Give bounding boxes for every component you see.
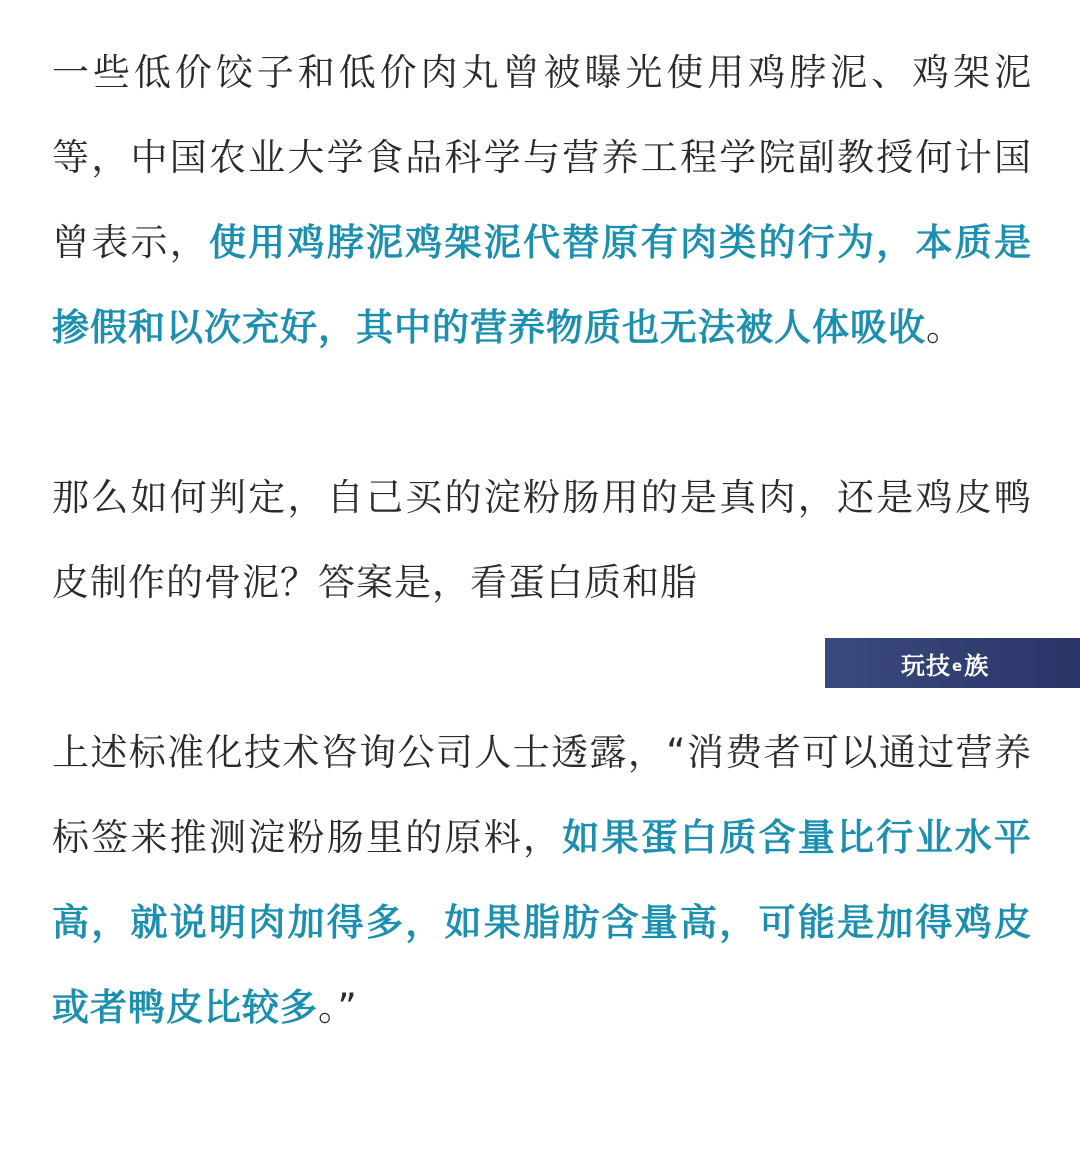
- paragraph-1-highlight: 使用鸡脖泥鸡架泥代替原有肉类的行为，本质是掺假和以次充好，其中的营养物质也无法被人体吸收: [52, 221, 1032, 349]
- paragraph-3-tail: 。”: [318, 986, 358, 1029]
- paragraph-2: [52, 455, 1032, 625]
- paragraph-1-text: 一些低价饺子和低价肉丸曾被曝光使用鸡脖泥、鸡架泥等，中国农业大学食品科学与营养工程学院副教授何计国曾表示，: [52, 51, 1032, 264]
- paragraph-1: [52, 30, 1032, 370]
- watermark-text-left: 玩技: [901, 651, 951, 680]
- paragraph-1-tail: 。: [926, 306, 964, 349]
- paragraph-3-highlight: 如果蛋白质含量比行业水平高，就说明肉加得多，如果脂肪含量高，可能是加得鸡皮或者鸭皮比较多: [52, 816, 1032, 1029]
- paragraph-3-text: 上述标准化技术咨询公司人士透露，“消费者可以通过营养标签来推测淀粉肠里的原料，: [52, 731, 1032, 859]
- watermark-text-right: 族: [964, 651, 990, 680]
- watermark-logo: [825, 638, 1080, 688]
- article-body: [52, 30, 1032, 1050]
- watermark-text-e: e: [952, 657, 964, 675]
- paragraph-2-text: 那么如何判定，自己买的淀粉肠用的是真肉，还是鸡皮鸭皮制作的骨泥？答案是，看蛋白质和脂: [52, 476, 1032, 604]
- paragraph-3: [52, 710, 1032, 1050]
